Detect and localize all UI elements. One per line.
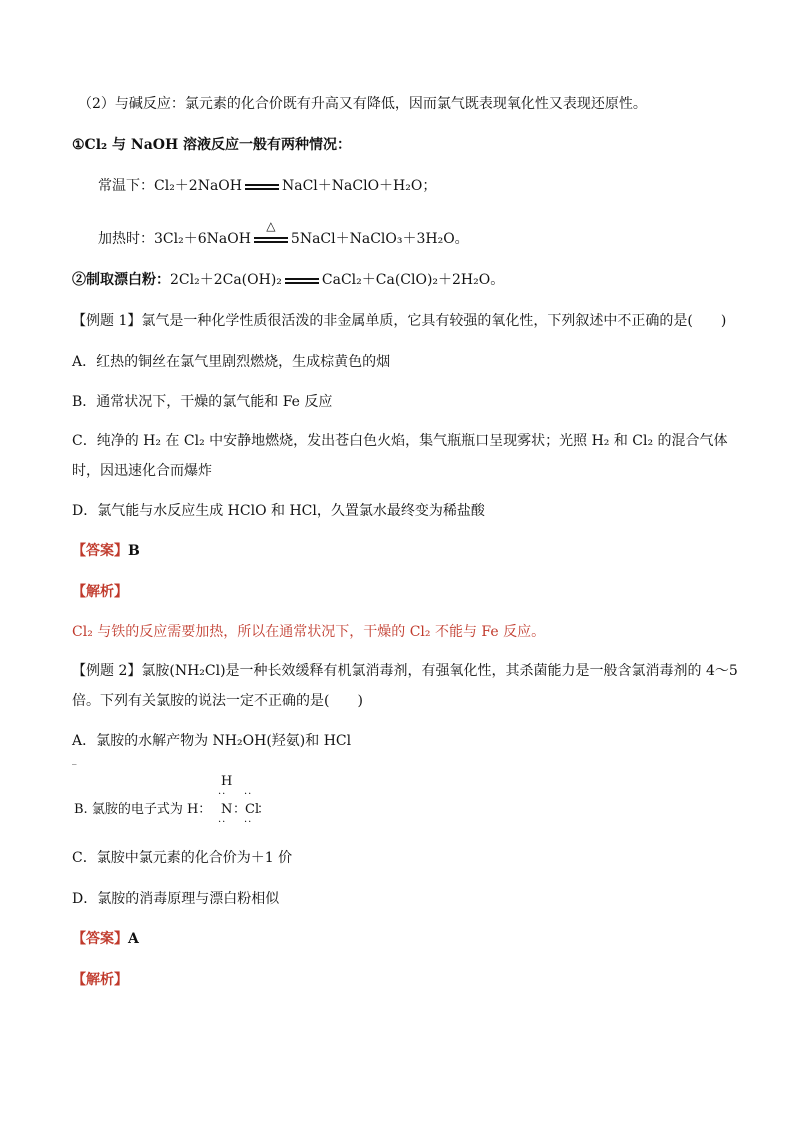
electron-dots: ··: [218, 817, 227, 828]
answer-value: A: [128, 931, 139, 947]
electron-dots: ··: [244, 789, 253, 800]
equation-lhs: 2Cl₂＋2Ca(OH)₂: [170, 272, 282, 288]
explanation2-label: 【解析】: [72, 972, 128, 988]
naoh-reaction-heading: ①Cl₂ 与 NaOH 溶液反应一般有两种情况：: [72, 137, 352, 153]
electron-formula-prefix: B. 氯胺的电子式为 H：: [74, 802, 212, 817]
equals-sign-with-condition: [254, 219, 288, 246]
section-heading-base-reaction: （2）与碱反应：氯元素的化合价既有升高又有降低，因而氯气既表现氧化性又表现还原性。: [78, 96, 647, 112]
example2-option-a: A．氯胺的水解产物为 NH₂OH(羟氨)和 HCl: [72, 733, 352, 749]
answer-label: 【答案】: [72, 931, 128, 947]
answer1: [72, 541, 140, 561]
example2-option-d: D．氯胺的消毒原理与漂白粉相似: [72, 891, 280, 907]
example1-option-a: A．红热的铜丝在氯气里剧烈燃烧，生成棕黄色的烟: [72, 354, 391, 370]
equation-lhs: 加热时：3Cl₂＋6NaOH: [98, 231, 251, 247]
example1-question: 【例题 1】氯气是一种化学性质很活泼的非金属单质，它具有较强的氧化性，下列叙述中不正确的是( ): [72, 313, 727, 329]
small-mark: ‾: [72, 764, 78, 774]
heat-condition: △: [266, 219, 276, 233]
electron-formula-cl: Cl: [245, 802, 260, 817]
example1-option-b: B．通常状况下，干燥的氯气能和 Fe 反应: [72, 394, 333, 410]
equation-rhs: CaCl₂＋Ca(ClO)₂＋2H₂O。: [321, 272, 505, 288]
bleach-label: ②制取漂白粉：: [72, 272, 170, 288]
electron-formula-top-h: H: [221, 774, 233, 789]
equation-rhs: 5NaCl＋NaClO₃＋3H₂O。: [290, 231, 469, 247]
equation-heating: [98, 219, 469, 249]
electron-formula-n: N: [221, 802, 233, 817]
equation-lhs: 常温下：Cl₂＋2NaOH: [98, 178, 242, 194]
electron-formula-colon: ：: [257, 802, 271, 817]
answer-label: 【答案】: [72, 543, 128, 559]
equals-sign: [245, 179, 279, 193]
explanation1-label: 【解析】: [72, 584, 128, 600]
equals-sign: [285, 273, 319, 287]
example2-option-c: C．氯胺中氯元素的化合价为＋1 价: [72, 850, 293, 866]
equation-rhs: NaCl＋NaClO＋H₂O；: [282, 178, 437, 194]
example1-option-d: D．氯气能与水反应生成 HClO 和 HCl，久置氯水最终变为稀盐酸: [72, 503, 485, 519]
explanation1-text: Cl₂ 与铁的反应需要加热，所以在通常状况下，干燥的 Cl₂ 不能与 Fe 反应。: [72, 624, 546, 640]
electron-dots: ··: [244, 817, 253, 828]
example1-option-c: C．纯净的 H₂ 在 Cl₂ 中安静地燃烧，发出苍白色火焰，集气瓶瓶口呈现雾状；光照 H₂ 和 Cl₂ 的混合气体时，因迅速化合而爆炸: [72, 433, 728, 479]
electron-dots: ··: [218, 789, 227, 800]
answer-value: B: [128, 543, 140, 559]
electron-formula-colon: ：: [233, 802, 247, 817]
answer2: [72, 929, 139, 949]
example2-question: 【例题 2】氯胺(NH₂Cl)是一种长效缓释有机氯消毒剂，有强氧化性，其杀菌能力是一般含氯消毒剂的 4～5 倍。下列有关氯胺的说法一定不正确的是( ): [72, 663, 738, 709]
equation-room-temp: [98, 176, 436, 196]
bleach-powder-equation: [72, 270, 504, 290]
